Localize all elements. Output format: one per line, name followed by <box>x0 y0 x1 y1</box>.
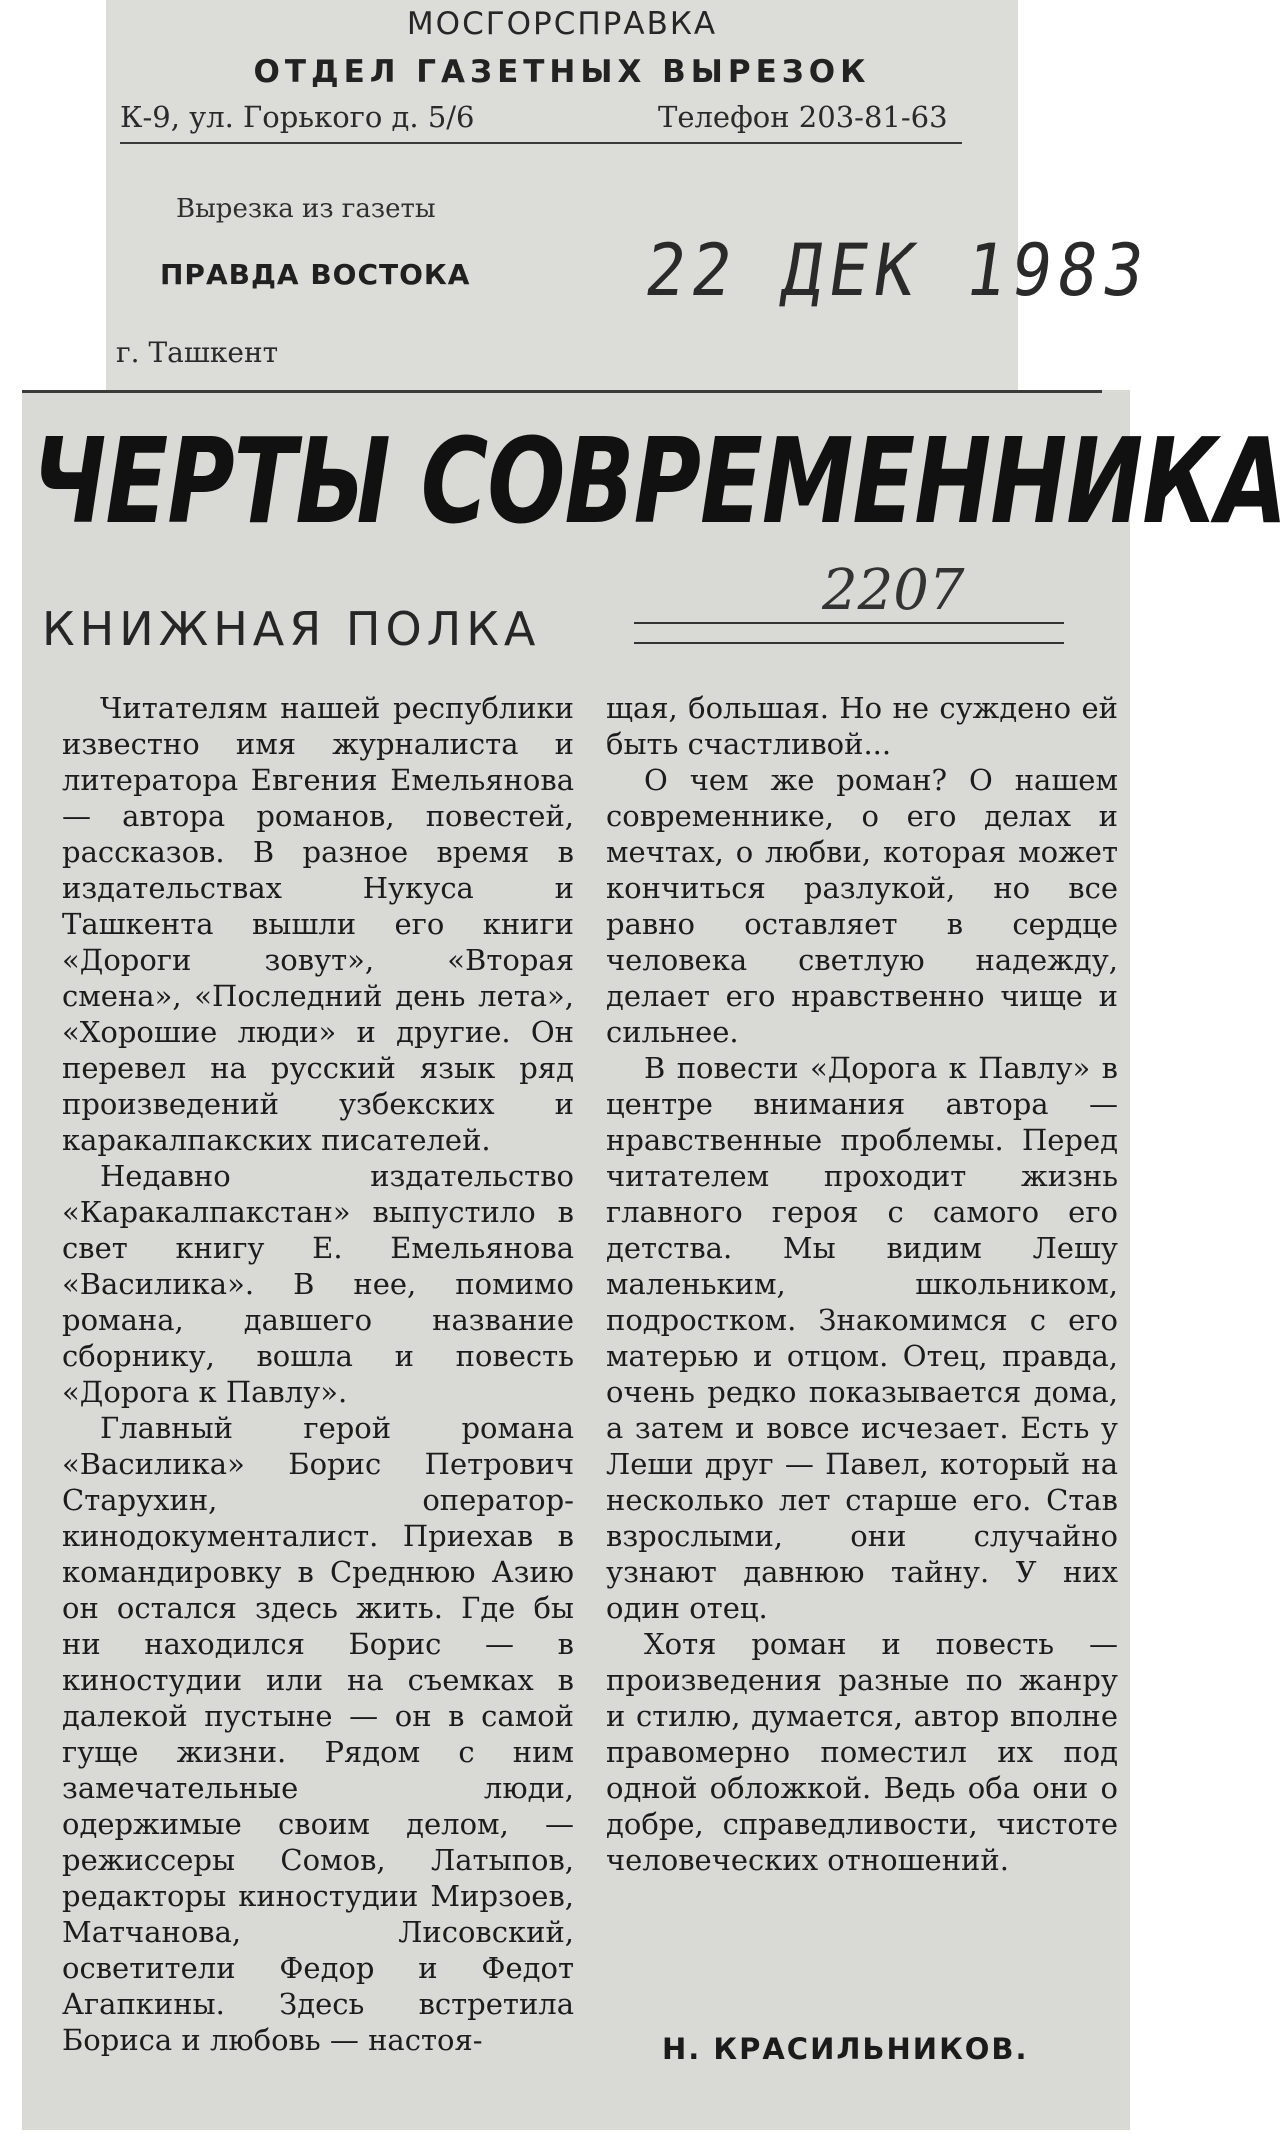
handwritten-number: 2207 <box>822 558 965 623</box>
archive-slip <box>106 0 1156 390</box>
author-signature: Н. КРАСИЛЬНИКОВ. <box>662 2032 1029 2066</box>
paragraph: Главный герой романа «Василика» Борис Петрович Старухин, оператор-кинодокументалист. Приехав в командировку в Среднюю Азию он остался здесь жить. Где бы ни находился Борис — в киностудии или на съемках в далекой пустыне — он в самой гуще жизни. Рядом с ним замечательные люди, одержимые своим делом, — режиссеры Сомов, Латыпов, редакторы киностудии Мирзоев, Матчанова, Лисовский, осветители Федор и Федот Агапкины. Здесь встретила Бориса и любовь — настоя- <box>62 1411 574 2057</box>
city: г. Ташкент <box>116 336 279 369</box>
top-divider <box>22 390 1102 393</box>
address: К-9, ул. Горького д. 5/6 <box>120 100 475 134</box>
article-clipping <box>22 390 1287 2130</box>
rubric-rule <box>634 642 1064 644</box>
cut-label: Вырезка из газеты <box>176 194 436 224</box>
rubric: КНИЖНАЯ ПОЛКА <box>42 602 541 656</box>
paragraph-continued: щая, большая. Но не суждено ей быть счастливой... <box>606 691 1118 761</box>
paragraph: Недавно издательство «Каракалпакстан» выпустило в свет книгу Е. Емельянова «Василика». В нее, помимо романа, давшего название сборнику, вошла и повесть «Дорога к Павлу». <box>62 1159 574 1409</box>
text-column-2 <box>606 690 1118 1878</box>
paragraph: В повести «Дорога к Павлу» в центре внимания автора — нравственные проблемы. Перед читателем проходит жизнь главного героя с самого его детства. Мы видим Лешу маленьким, школьником, подростком. Знакомимся с его матерью и отцом. Отец, правда, очень редко показывается дома, а затем и вовсе исчезает. Есть у Леши друг — Павел, который на несколько лет старше его. Став взрослыми, они случайно узнают давнюю тайну. У них один отец. <box>606 1051 1118 1625</box>
phone: Телефон 203-81-63 <box>658 100 948 134</box>
date-stamp: 22 ДЕК 1983 <box>640 228 1156 313</box>
agency-name: МОСГОРСПРАВКА <box>406 6 718 42</box>
paragraph: Читателям нашей республики известно имя журналиста и литератора Евгения Емельянова — автора романов, повестей, рассказов. В разное время в издательствах Нукуса и Ташкента вышли его книги «Дороги зовут», «Вторая смена», «Последний день лета», «Хорошие люди» и другие. Он перевел на русский язык ряд произведений узбекских и каракалпакских писателей. <box>62 691 574 1157</box>
paragraph: О чем же роман? О нашем современнике, о его делах и мечтах, о любви, которая может кончиться разлукой, но все равно оставляет в сердце человека светлую надежду, делает его нравственно чище и сильнее. <box>606 763 1118 1049</box>
paragraph: Хотя роман и повесть — произведения разные по жанру и стилю, думается, автор вполне правомерно поместил их под одной обложкой. Ведь оба они о добре, справедливости, чистоте человеческих отношений. <box>606 1627 1118 1877</box>
text-column-1 <box>62 690 574 2058</box>
slip-divider <box>120 142 962 144</box>
headline: ЧЕРТЫ СОВРЕМЕННИКА <box>32 413 1287 551</box>
newspaper-name: ПРАВДА ВОСТОКА <box>160 258 471 291</box>
department-name: ОТДЕЛ ГАЗЕТНЫХ ВЫРЕЗОК <box>253 54 871 90</box>
